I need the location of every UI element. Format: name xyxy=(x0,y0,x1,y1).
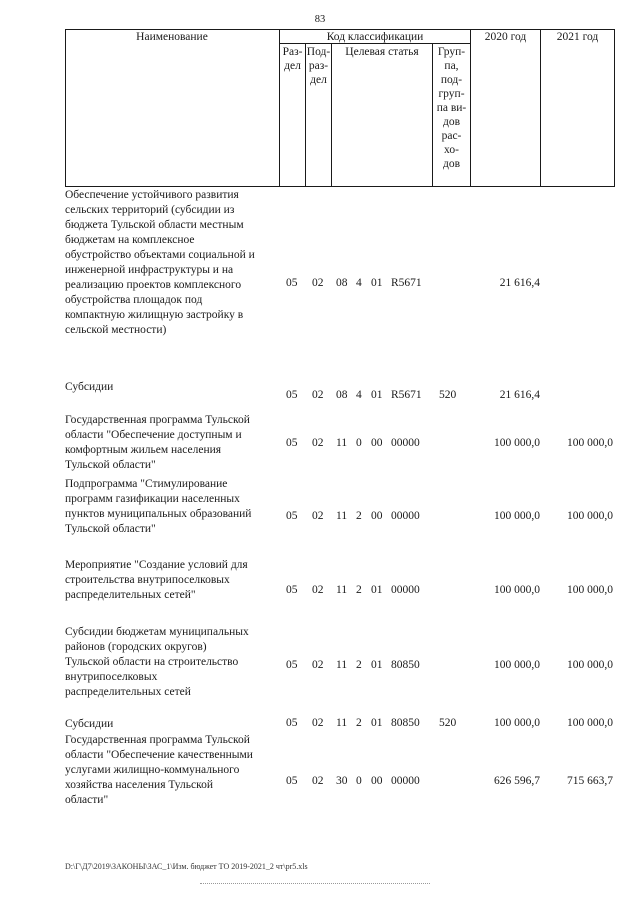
cell-amount-2021: 100 000,0 xyxy=(567,437,613,449)
cell-podrazdel: 02 xyxy=(312,389,324,401)
cell-expense-group: 520 xyxy=(439,389,457,401)
scan-artifact-divider xyxy=(200,883,430,884)
cell-target-direction: 00000 xyxy=(391,584,420,596)
row-name: Субсидии xyxy=(65,381,114,393)
cell-target-subprogram: 2 xyxy=(356,584,362,596)
cell-razdel: 05 xyxy=(286,659,298,671)
header-code-group: Код классификации xyxy=(326,31,424,43)
cell-amount-2020: 626 596,7 xyxy=(494,775,540,787)
row-name: Государственная программа Тульской области "Обеспечение доступным и комфортным жильем населения Тульской области" xyxy=(65,414,250,471)
cell-podrazdel: 02 xyxy=(312,659,324,671)
header-year-2021: 2021 год xyxy=(556,31,599,43)
row-name: Государственная программа Тульской области "Обеспечение качественными услугами жилищно-коммунального хозяйства населения Тульской области" xyxy=(65,734,253,806)
cell-target-activity: 01 xyxy=(371,277,383,289)
header-group: Груп- па, под- груп- па ви- дов рас- хо- дов xyxy=(436,46,467,170)
header-year-2020: 2020 год xyxy=(484,31,527,43)
cell-target-program: 11 xyxy=(336,584,348,596)
cell-podrazdel: 02 xyxy=(312,510,324,522)
cell-amount-2020: 21 616,4 xyxy=(499,277,540,289)
cell-target-direction: R5671 xyxy=(391,277,422,289)
cell-target-activity: 01 xyxy=(371,389,383,401)
cell-podrazdel: 02 xyxy=(312,277,324,289)
cell-amount-2021: 100 000,0 xyxy=(567,584,613,596)
cell-target-direction: 80850 xyxy=(391,717,420,729)
cell-target-program: 30 xyxy=(336,775,348,787)
cell-target-subprogram: 0 xyxy=(356,437,362,449)
row-name: Субсидии xyxy=(65,718,114,730)
cell-target-subprogram: 2 xyxy=(356,510,362,522)
cell-target-activity: 00 xyxy=(371,437,383,449)
row-name: Субсидии бюджетам муниципальных районов (городских округов) Тульской области на строительство внутрипоселковых распределительных сетей xyxy=(65,626,249,698)
table-header xyxy=(65,29,615,187)
cell-podrazdel: 02 xyxy=(312,584,324,596)
cell-target-direction: 00000 xyxy=(391,775,420,787)
cell-target-program: 11 xyxy=(336,659,348,671)
cell-amount-2021: 100 000,0 xyxy=(567,717,613,729)
cell-target-activity: 00 xyxy=(371,775,383,787)
cell-amount-2020: 100 000,0 xyxy=(494,510,540,522)
file-path-footer: D:\Г\Д7\2019\ЗАКОНЫ\ЗАС_1\Изм. бюджет ТО 2019-2021_2 чт\pr5.xls xyxy=(65,862,308,871)
page-number: 83 xyxy=(314,14,326,25)
header-podrazdel: Под- раз- дел xyxy=(306,46,331,86)
cell-target-direction: 00000 xyxy=(391,437,420,449)
cell-razdel: 05 xyxy=(286,584,298,596)
cell-target-subprogram: 2 xyxy=(356,659,362,671)
cell-target-program: 08 xyxy=(336,389,348,401)
row-name: Подпрограмма "Стимулирование программ газификации населенных пунктов муниципальных образований Тульской области" xyxy=(65,478,252,535)
cell-expense-group: 520 xyxy=(439,717,457,729)
cell-razdel: 05 xyxy=(286,277,298,289)
cell-razdel: 05 xyxy=(286,775,298,787)
cell-target-subprogram: 4 xyxy=(356,277,362,289)
row-name: Мероприятие "Создание условий для строительства внутрипоселковых распределительных сетей" xyxy=(65,559,248,601)
cell-target-direction: 80850 xyxy=(391,659,420,671)
cell-target-activity: 00 xyxy=(371,510,383,522)
cell-amount-2021: 100 000,0 xyxy=(567,510,613,522)
cell-amount-2021: 715 663,7 xyxy=(567,775,613,787)
cell-target-subprogram: 4 xyxy=(356,389,362,401)
cell-razdel: 05 xyxy=(286,437,298,449)
cell-amount-2020: 100 000,0 xyxy=(494,659,540,671)
cell-amount-2021: 100 000,0 xyxy=(567,659,613,671)
cell-target-program: 11 xyxy=(336,437,348,449)
cell-razdel: 05 xyxy=(286,389,298,401)
cell-target-activity: 01 xyxy=(371,717,383,729)
row-name: Обеспечение устойчивого развития сельских территорий (субсидии из бюджета Тульской области местным бюджетам на комплексное обустройство объектами социальной и инженерной инфраструктуры и на реализацию проектов комплексного обустройства площадок под компактную жилищную застройку в сельской местности) xyxy=(65,189,255,336)
cell-amount-2020: 100 000,0 xyxy=(494,717,540,729)
header-name: Наименование xyxy=(136,31,208,43)
cell-amount-2020: 100 000,0 xyxy=(494,437,540,449)
cell-target-program: 11 xyxy=(336,510,348,522)
cell-target-activity: 01 xyxy=(371,584,383,596)
cell-target-program: 11 xyxy=(336,717,348,729)
cell-target-activity: 01 xyxy=(371,659,383,671)
header-target: Целевая статья xyxy=(345,46,419,58)
cell-razdel: 05 xyxy=(286,717,298,729)
cell-razdel: 05 xyxy=(286,510,298,522)
cell-podrazdel: 02 xyxy=(312,775,324,787)
header-razdel: Раз- дел xyxy=(282,46,303,72)
cell-podrazdel: 02 xyxy=(312,717,324,729)
cell-podrazdel: 02 xyxy=(312,437,324,449)
cell-target-program: 08 xyxy=(336,277,348,289)
cell-target-direction: 00000 xyxy=(391,510,420,522)
cell-target-subprogram: 0 xyxy=(356,775,362,787)
cell-amount-2020: 21 616,4 xyxy=(499,389,540,401)
cell-target-direction: R5671 xyxy=(391,389,422,401)
cell-amount-2020: 100 000,0 xyxy=(494,584,540,596)
cell-target-subprogram: 2 xyxy=(356,717,362,729)
